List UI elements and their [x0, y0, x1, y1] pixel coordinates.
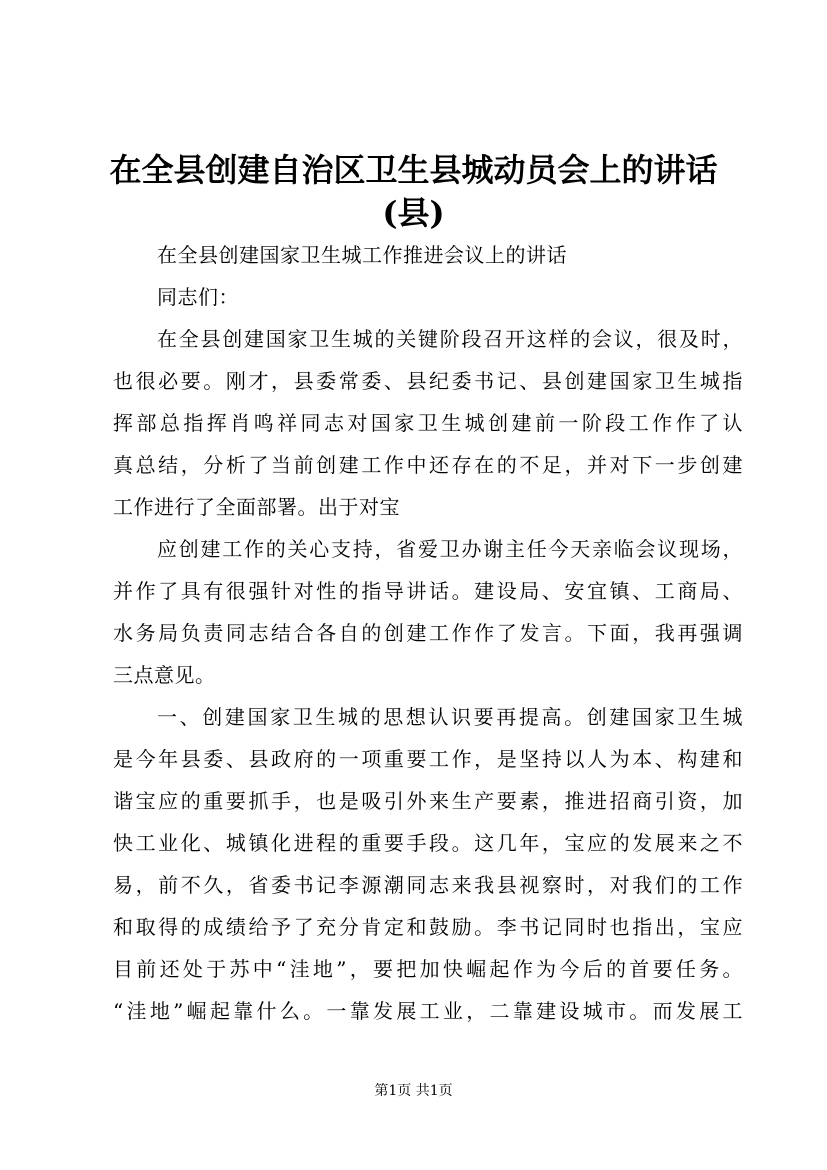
paragraph-line: 水务局负责同志结合各自的创建工作作了发言。下面，我再强调 [113, 621, 743, 645]
paragraph-line: 易，前不久，省委书记李源潮同志来我县视察时，对我们的工作 [113, 873, 743, 897]
subtitle-line: 在全县创建国家卫生城工作推进会议上的讲话 [157, 243, 567, 267]
document-title: 在全县创建自治区卫生县城动员会上的讲话 [109, 151, 718, 189]
paragraph-line: 一、创建国家卫生城的思想认识要再提高。创建国家卫生城 [157, 705, 743, 729]
paragraph-line: 在全县创建国家卫生城的关键阶段召开这样的会议，很及时， [157, 327, 743, 351]
salutation: 同志们： [157, 285, 239, 309]
paragraph-line: 和取得的成绩给予了充分肯定和鼓励。李书记同时也指出，宝应 [113, 915, 743, 939]
paragraph-line: 快工业化、城镇化进程的重要手段。这几年，宝应的发展来之不 [113, 831, 743, 855]
page-footer: 第1页 共1页 [374, 1083, 453, 1099]
paragraph-line: 目前还处于苏中“洼地”，要把加快崛起作为今后的首要任务。 [113, 957, 743, 981]
paragraph-line: “洼地”崛起靠什么。一靠发展工业，二靠建设城市。而发展工 [113, 999, 743, 1023]
paragraph-line: 并作了具有很强针对性的指导讲话。建设局、安宜镇、工商局、 [113, 579, 743, 603]
paragraph-line: 三点意见。 [113, 663, 216, 687]
paragraph-line: 是今年县委、县政府的一项重要工作，是坚持以人为本、构建和 [113, 747, 743, 771]
paragraph-line: 谐宝应的重要抓手，也是吸引外来生产要素，推进招商引资，加 [113, 789, 743, 813]
paragraph-line: 也很必要。刚才，县委常委、县纪委书记、县创建国家卫生城指 [113, 369, 743, 393]
paragraph-line: 挥部总指挥肖鸣祥同志对国家卫生城创建前一阶段工作作了认 [113, 411, 743, 435]
paragraph-line: 应创建工作的关心支持，省爱卫办谢主任今天亲临会议现场， [157, 537, 743, 561]
paragraph-line: 真总结，分析了当前创建工作中还存在的不足，并对下一步创建 [113, 453, 743, 477]
paragraph-line: 工作进行了全面部署。出于对宝 [113, 495, 400, 519]
document-title-suffix: (县) [382, 194, 445, 232]
